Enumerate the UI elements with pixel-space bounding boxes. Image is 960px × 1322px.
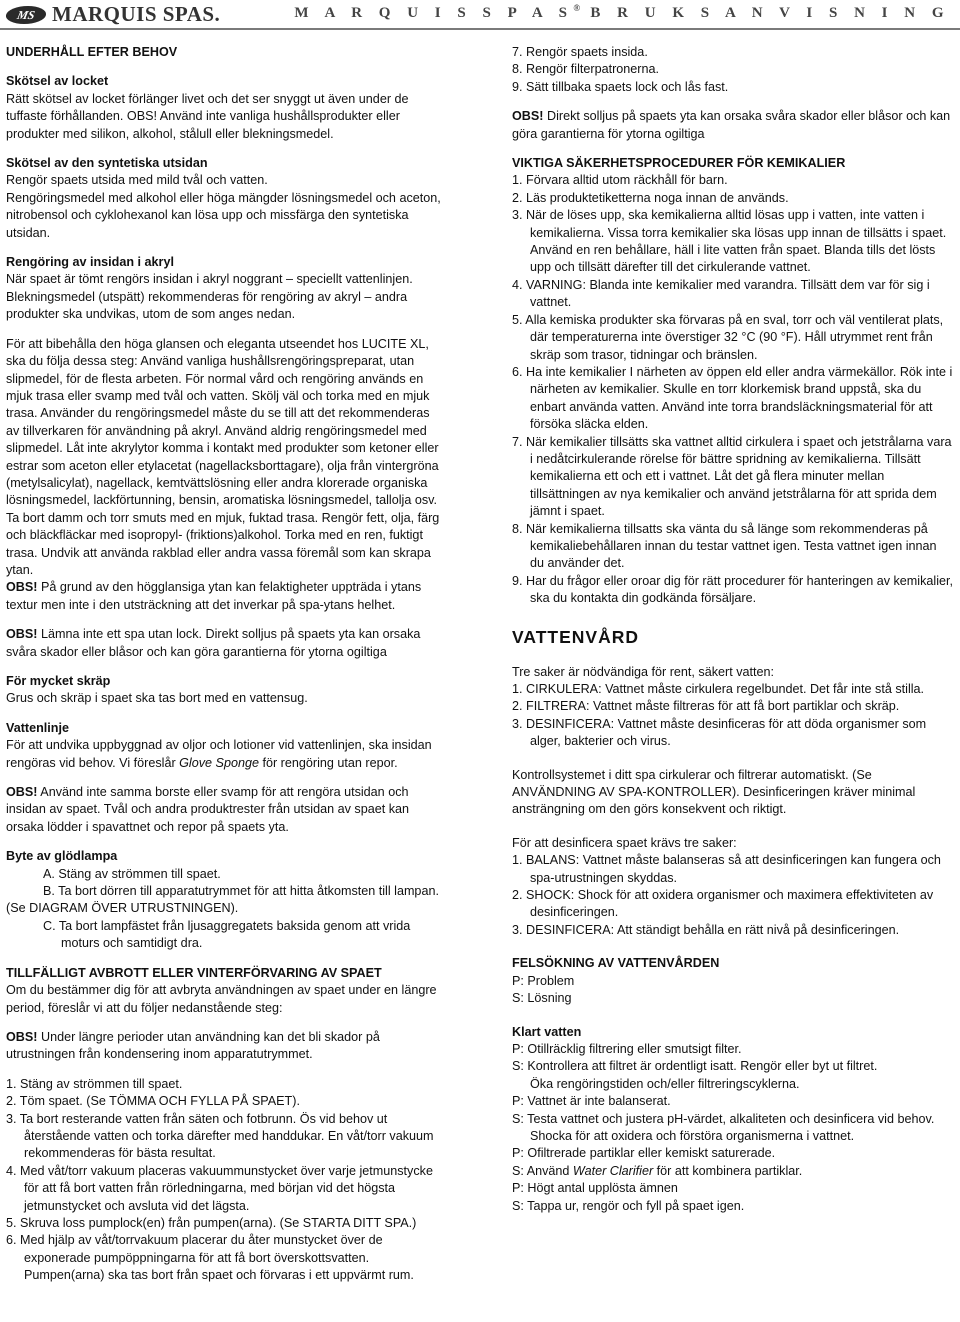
obs-label: OBS! [6, 785, 38, 800]
winter-step: 1. Stäng av strömmen till spaet. [6, 1076, 183, 1091]
obs-label: OBS! [6, 627, 38, 642]
right-column [512, 44, 954, 1215]
trouble-line [512, 1163, 954, 1180]
disinfect-item: 2. SHOCK: Shock för att oxidera organismer och maximera effektiviteten av desinficeringen. [512, 888, 934, 920]
waterline-text [6, 737, 442, 772]
winter-step: 9. Sätt tillbaka spaets lock och lås fast. [512, 79, 729, 94]
lamp-step-b: B. Ta bort dörren till apparatutrymmet för att hitta åtkomsten till lampan. [43, 884, 439, 899]
trouble-line: Shocka för att oxidera och förstöra organismerna i vattnet. [530, 1128, 855, 1143]
trouble-line: P: Ofiltrerade partiklar eller kemiskt saturerade. [512, 1146, 776, 1161]
obs-label: OBS! [6, 1029, 38, 1044]
safety-item: 6. Ha inte kemikalier I närheten av öppen eld eller andra värmekällor. Rök inte i närheten av kemikalier. Skulle en torr klorkemisk brand uppstå, ska du enbart använda vatten. Använd inte torra brandsläckningsmaterial för att försöka släcka elden. [512, 364, 953, 432]
glove-sponge-product: Glove Sponge [179, 755, 259, 770]
lamp-heading: Byte av glödlampa [6, 849, 118, 864]
chemical-safety-heading: VIKTIGA SÄKERHETSPROCEDURER FÖR KEMIKALIER [512, 156, 846, 171]
water-care-item: 1. CIRKULERA: Vattnet måste cirkulera regelbundet. Det får inte stå stilla. [512, 682, 925, 696]
safety-item: 7. När kemikalier tillsätts ska vattnet alltid cirkulera i spaet och jetstrålarna vara i nedåtcirkulerande rörelse för bättre spridning av kemikalierna. Tillsätt kemikalierna ett och ett i vattnet. Låt det gå flera minuter mellan tillsättningen av nya kemikalier och använd jetstrålarna för att sprida dem jämnt i spaet. [512, 434, 952, 519]
debris-text: Grus och skräp i spaet ska tas bort med en vattensug. [6, 691, 308, 706]
brand-logo [6, 2, 220, 27]
winter-step: 8. Rengör filterpatronerna. [512, 62, 660, 77]
trouble-text-part: S: Använd [512, 1163, 573, 1178]
water-care-item: 3. DESINFICERA: Vattnet måste desinficeras för att döda organismer som alger, bakterier och virus. [512, 716, 927, 749]
water-clarifier-product: Water Clarifier [572, 1163, 654, 1178]
waterline-heading: Vattenlinje [6, 720, 69, 735]
manual-title-word: B R U K S A N V I S N I N G [580, 5, 950, 21]
winter-heading: TILLFÄLLIGT AVBROTT ELLER VINTERFÖRVARING AV SPAET [6, 965, 382, 980]
obs-text: Använd inte samma borste eller svamp för att rengöra utsidan och insidan av spaet. Tvål och andra produktrester från utsidan av spaet kan orsaka lödder i spavattnet och repor på spaets yta. [6, 785, 410, 834]
safety-item: 4. VARNING: Blanda inte kemikalier med varandra. Tillsätt dem var för sig i vattnet. [512, 277, 930, 310]
disinfect-intro: För att desinficera spaet krävs tre saker: [512, 835, 737, 850]
safety-item: 2. Läs produktetiketterna noga innan de används. [512, 190, 789, 205]
trouble-line: S: Tappa ur, rengör och fyll på spaet igen. [512, 1198, 745, 1213]
winter-obs [6, 1029, 442, 1064]
trouble-line: P: Otillräcklig filtrering eller smutsigt filter. [512, 1041, 742, 1056]
logo-mark-icon: MS [4, 6, 48, 24]
trouble-line: S: Testa vattnet och justera pH-värdet, alkaliteten och desinficera vid behov. [512, 1111, 935, 1126]
safety-item: 5. Alla kemiska produkter ska förvaras på en sval, torr och väl ventilerat plats, där temperaturerna inte överstiger 32 °C (90 °F). Håll utrymmet rent från skräp som trasor, tidningar och bränslen. [512, 312, 944, 362]
lock-care-heading: Skötsel av locket [6, 74, 109, 89]
waterline-text-part: för rengöring utan repor. [258, 755, 398, 770]
trouble-line: P: Vattnet är inte balanserat. [512, 1094, 671, 1109]
lucite-obs [6, 579, 442, 614]
trouble-line: S: Kontrollera att filtret är ordentligt isatt. Rengör eller byt ut filtret. [512, 1059, 878, 1074]
acryl-text-1: När spaet är tömt rengörs insidan i akryl noggrant – speciellt vattenlinjen. [6, 272, 413, 287]
synthetic-care-text-1: Rengör spaets utsida med mild tvål och vatten. [6, 173, 268, 188]
lock-warning [6, 626, 442, 661]
control-system-text: Kontrollsystemet i ditt spa cirkulerar och filtrerar automatiskt. (Se ANVÄNDNING AV SPA-KONTROLLER). Desinficeringen kräver minimal ansträngning om den görs konsekvent och riktigt. [512, 767, 916, 817]
troubleshooting-heading: FELSÖKNING AV VATTENVÅRDEN [512, 956, 720, 971]
trouble-line: Öka rengöringstiden och/eller filtreringscyklerna. [530, 1076, 800, 1091]
winter-step: 5. Skruva loss pumplock(en) från pumpen(arna). (Se STARTA DITT SPA.) [6, 1215, 417, 1230]
sun-warning [512, 108, 954, 143]
obs-text: På grund av den högglansiga ytan kan felaktigheter uppträda i ytans textur men inte i den utsträckning att det inverkar på spa-ytans helhet. [6, 580, 422, 612]
winter-step: 7. Rengör spaets insida. [512, 45, 648, 59]
acryl-heading: Rengöring av insidan i akryl [6, 255, 174, 270]
manual-title [294, 3, 950, 22]
safety-item: 9. Har du frågor eller oroar dig för rätt procedurer för hanteringen av kemikalier, ska du kontakta din godkända försäljare. [512, 573, 953, 606]
disinfect-item: 1. BALANS: Vattnet måste balanseras så att desinficeringen kan fungera och spa-utrustningen skyddas. [512, 853, 941, 885]
winter-step: 4. Med våt/torr vakuum placeras vakuummunstycket över varje jetmunstycke för att få bort vatten från rörledningarna, med början vid det högsta jetmunstycket och avsluta vid det lägsta. [6, 1163, 433, 1213]
winter-text: Om du bestämmer dig för att avbryta användningen av spaet under en längre period, föreslår vi att du följer nedanstående steg: [6, 983, 437, 1015]
manual-title-brand: M A R Q U I S S P A S [294, 5, 574, 21]
disinfect-item: 3. DESINFICERA: Att ständigt behålla en rätt nivå på desinficeringen. [512, 922, 900, 937]
debris-heading: För mycket skräp [6, 674, 111, 688]
water-care-intro: Tre saker är nödvändiga för rent, säkert vatten: [512, 664, 775, 679]
synthetic-care-heading: Skötsel av den syntetiska utsidan [6, 156, 208, 171]
left-column [6, 44, 442, 1285]
water-care-item: 2. FILTRERA: Vattnet måste filtreras för att få bort partiklar och skräp. [512, 699, 900, 714]
obs-label: OBS! [512, 109, 544, 124]
acryl-text-2: Blekningsmedel (utspätt) rekommenderas för rengöring av akryl – andra produkter ska undvikas, utom de som anges nedan. [6, 289, 408, 322]
registered-mark: ® [573, 3, 581, 13]
obs-text: Under längre perioder utan användning kan det bli skador på utrustningen från kondensering inom apparatutrymmet. [6, 1029, 380, 1062]
lamp-step-b-ref: (Se DIAGRAM ÖVER UTRUSTNINGEN). [6, 901, 239, 916]
obs-label: OBS! [6, 580, 38, 595]
safety-item: 1. Förvara alltid utom räckhåll för barn. [512, 173, 728, 188]
solution-legend: S: Lösning [512, 991, 572, 1006]
section-heading-maintenance: UNDERHÅLL EFTER BEHOV [6, 45, 178, 59]
problem-legend: P: Problem [512, 973, 575, 988]
obs-text: Direkt solljus på spaets yta kan orsaka svåra skador eller blåsor och kan göra garantierna för ytorna ogiltiga [512, 109, 951, 141]
obs-text: Lämna inte ett spa utan lock. Direkt solljus på spaets yta kan orsaka svåra skador eller blåsor och kan göra garantierna för ytorna ogiltiga [6, 627, 421, 659]
lucite-text: För att bibehålla den höga glansen och eleganta utseendet hos LUCITE XL, ska du följa dessa steg: Använd vanliga hushållsrengöringspreparat, utan slipmedel, för de flesta arbeten. För normal vård och rengöring används en mjuk trasa eller svamp med tvål och vatten. Skölj väl och torka med en mjuk trasa. Använder du rengöringsmedel måste du se till att det rekommenderas av tillverkaren för användning på akryl. Använd aldrig rengöringsmedel med slipmedel. Låt inte akrylytor komma i kontakt med produkter som ketoner eller estrar som aceton eller etylacetat (nagellacksborttagare), olja från vintergröna (metylsalicylat), nagellack, kemtvättslösning eller andra klorerade organiska lösningsmedel, lackförtunning, bensin, aromatiska lösningsmedel, tallolja osv. Ta bort damm och torr smuts med en mjuk, fuktad trasa. Rengör fett, olja, färg och bläckfläckar med isopropyl- (friktions)alkohol. Torka med en ren, fuktigt trasa. Undvik att använda rakblad eller andra vassa föremål som kan skrapa ytan. [6, 336, 440, 577]
safety-item: 3. När de löses upp, ska kemikalierna alltid lösas upp i vatten, inte vatten i kemikalierna. Vissa torra kemikalier ska lösas upp innan de tillsätts i spaet. Använd en ren behållare, häll i lite vatten från spaet. Blanda tills det lösts upp och tillsätt därefter till det cirkulerande vattnet. [512, 208, 947, 275]
waterline-text-part: För att undvika uppbyggnad av oljor och lotioner vid vattenlinjen, ska insidan rengöras vid behov. Vi föreslår [6, 738, 432, 770]
trouble-text-part: för att kombinera partiklar. [653, 1163, 803, 1178]
water-care-heading: VATTENVÅRD [512, 626, 639, 647]
winter-step: 3. Ta bort resterande vatten från säten och fotbrunn. Ös vid behov ut återstående vatten och torka därefter med handdukar. En våt/torr vakuum rekommenderas för bästa resultat. [6, 1111, 434, 1161]
lock-care-text: Rätt skötsel av locket förlänger livet och det ser snyggt ut även under de tuffaste förhållanden. OBS! Använd inte vanliga hushållsprodukter eller produkter med silikon, alkohol, stålull eller blekningsmedel. [6, 91, 409, 141]
safety-item: 8. När kemikalierna tillsatts ska vänta du så länge som rekommenderas på kemikaliebehållaren innan du testar vattnet igen. Testa vattnet igen innan du använder det. [512, 521, 937, 571]
trouble-line: P: Högt antal upplösta ämnen [512, 1181, 678, 1196]
logo-text: MARQUIS SPAS. [52, 2, 221, 26]
clear-water-heading: Klart vatten [512, 1024, 582, 1039]
lamp-step-a: A. Stäng av strömmen till spaet. [43, 866, 221, 881]
page-header [0, 0, 960, 30]
winter-step: 2. Töm spaet. (Se TÖMMA OCH FYLLA PÅ SPAET). [6, 1094, 300, 1109]
synthetic-care-text-2: Rengöringsmedel med alkohol eller höga mängder lösningsmedel och aceton, nitrobensol och cyklohexanol kan lösa upp och missfärga den syntetiska utsidan. [6, 190, 441, 240]
winter-step: 6. Med hjälp av våt/torrvakuum placerar du åter munstycket över de exponerade pumpöppningarna för att få bort överskottsvatten. Pumpen(arna) ska tas bort från spaet och förvaras i ett uppvärmt rum. [6, 1233, 414, 1283]
lamp-step-c: C. Ta bort lampfästet från ljusaggregatets baksida genom att vrida moturs och samtidigt dra. [43, 918, 411, 951]
brush-warning [6, 784, 442, 836]
